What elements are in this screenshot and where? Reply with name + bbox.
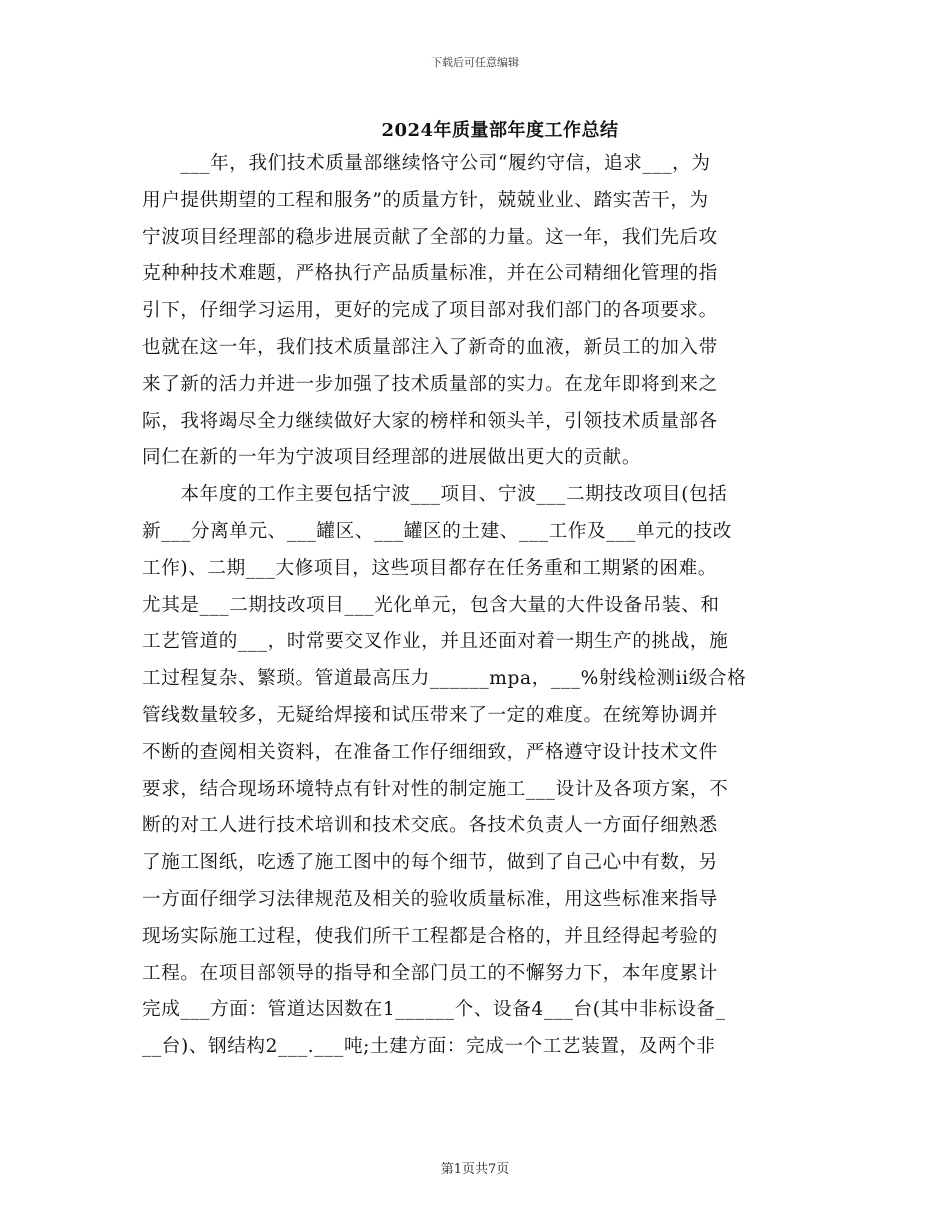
body-line: 工程。在项目部领导的指导和全部门员工的不懈努力下，本年度累计	[142, 962, 718, 984]
body-line: 引下，仔细学习运用，更好的完成了项目部对我们部门的各项要求。	[142, 300, 718, 322]
body-line: 同仁在新的一年为宁波项目经理部的进展做出更大的贡献。	[142, 447, 642, 469]
body-line: 也就在这一年，我们技术质量部注入了新奇的血液，新员工的加入带	[142, 336, 718, 358]
body-line: 现场实际施工过程，使我们所干工程都是合格的，并且经得起考验的	[142, 925, 718, 947]
header-note: 下载后可任意编辑	[431, 56, 519, 69]
body-line: 际，我将竭尽全力继续做好大家的榜样和领头羊，引领技术质量部各	[142, 410, 718, 432]
body-line: 一方面仔细学习法律规范及相关的验收质量标准，用这些标准来指导	[142, 888, 718, 910]
page-footer: 第1页共7页	[440, 1162, 510, 1177]
document-title: 2024年质量部年度工作总结	[381, 120, 619, 141]
body-line: 用户提供期望的工程和服务”的质量方针，兢兢业业、踏实苦干，为	[142, 189, 709, 211]
body-line: 克种种技术难题，严格执行产品质量标准，并在公司精细化管理的指	[142, 263, 718, 285]
body-line: 断的对工人进行技术培训和技术交底。各技术负责人一方面仔细熟悉	[142, 815, 718, 837]
body-line: 工过程复杂、繁琐。管道最高压力______mpa，___%射线检测ii级合格	[142, 668, 747, 690]
body-line: ___年，我们技术质量部继续恪守公司“履约守信，追求___，为	[142, 153, 711, 174]
body-line: __台)、钢结构2___.___吨;土建方面：完成一个工艺装置，及两个非	[142, 1036, 716, 1058]
body-line: 工作)、二期___大修项目，这些项目都存在任务重和工期紧的困难。	[142, 557, 717, 579]
body-line: 宁波项目经理部的稳步进展贡献了全部的力量。这一年，我们先后攻	[142, 226, 718, 248]
body-line: 工艺管道的___，时常要交叉作业，并且还面对着一期生产的挑战，施	[142, 631, 729, 653]
document-body	[142, 146, 802, 1066]
body-line: 完成___方面：管道达因数在1______个、设备4___台(其中非标设备_	[142, 999, 726, 1021]
body-line: 要求，结合现场环境特点有针对性的制定施工___设计及各项方案，不	[142, 778, 729, 800]
body-line: 本年度的工作主要包括宁波___项目、宁波___二期技改项目(包括	[142, 484, 728, 506]
body-line: 了施工图纸，吃透了施工图中的每个细节，做到了自己心中有数，另	[142, 852, 718, 874]
body-line: 不断的查阅相关资料，在准备工作仔细细致，严格遵守设计技术文件	[142, 741, 718, 763]
body-line: 管线数量较多，无疑给焊接和试压带来了一定的难度。在统筹协调并	[142, 704, 718, 726]
body-line: 尤其是___二期技改项目___光化单元，包含大量的大件设备吊装、和	[142, 594, 720, 616]
body-line: 来了新的活力并进一步加强了技术质量部的实力。在龙年即将到来之	[142, 373, 718, 395]
body-line: 新___分离单元、___罐区、___罐区的土建、___工作及___单元的技改	[142, 520, 732, 542]
